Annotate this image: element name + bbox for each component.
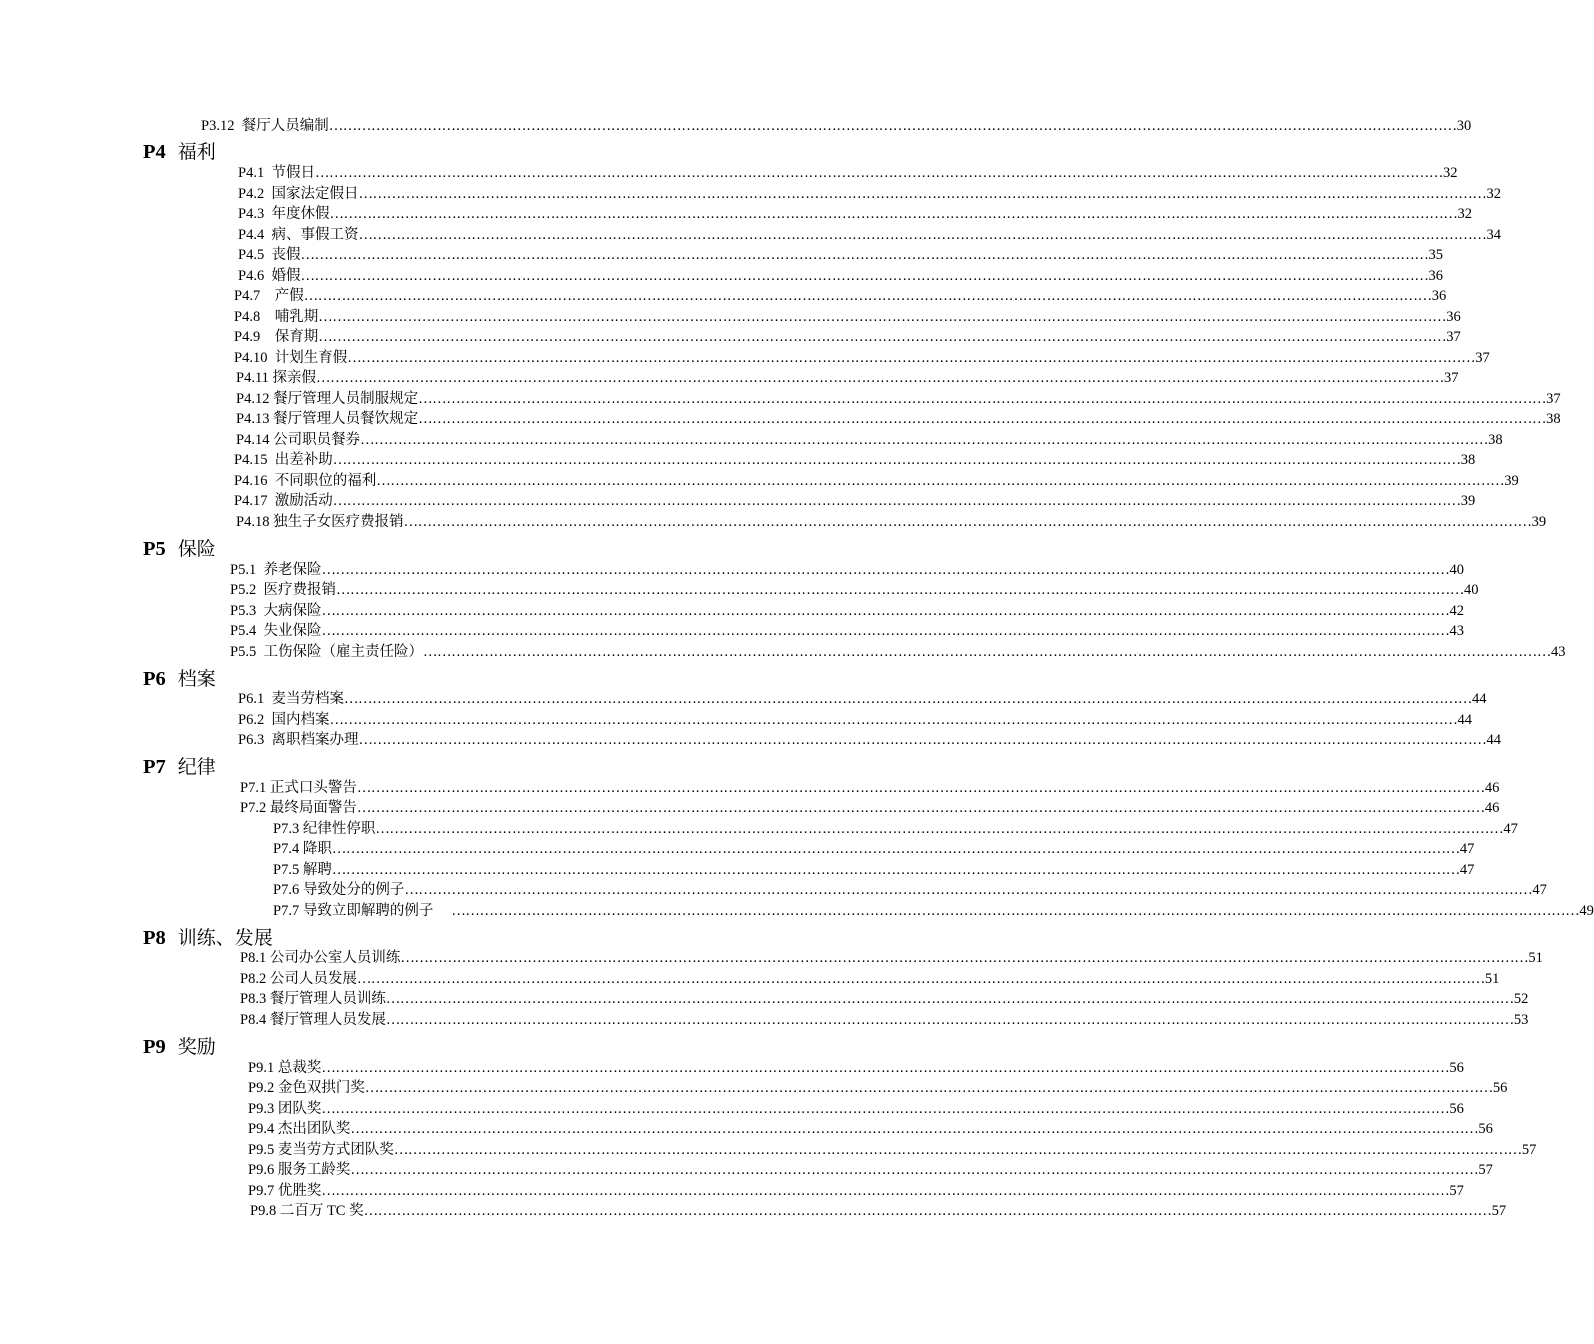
toc-entry[interactable] <box>248 1079 1508 1097</box>
dot-leader: …………………………………………………………………………………………………………………………………………………………………………………………………………………… <box>418 411 1547 427</box>
toc-entry-title: 保育期 <box>274 329 319 345</box>
toc-entry-code: P4.9 <box>234 329 261 345</box>
toc-entry[interactable] <box>234 451 1476 469</box>
dot-leader: …………………………………………………………………………………………………………………………………………………………………………………………………………………… <box>316 370 1445 386</box>
toc-entry[interactable] <box>273 861 1475 879</box>
toc-entry[interactable] <box>236 390 1561 408</box>
toc-entry-page: 38 <box>1488 432 1503 448</box>
dot-leader: …………………………………………………………………………………………………………………………………………………………………………………………………………………… <box>343 691 1472 707</box>
section-title: 纪律 <box>177 756 216 778</box>
dot-leader: …………………………………………………………………………………………………………………………………………………………………………………………………………………… <box>331 862 1460 878</box>
toc-entry-title: 导致立即解聘的例子 <box>302 903 434 919</box>
toc-entry-code: P8.1 <box>240 950 267 966</box>
dot-leader: …………………………………………………………………………………………………………………………………………………………………………………………………………………… <box>347 350 1476 366</box>
toc-entry-page: 44 <box>1457 712 1472 728</box>
toc-entry[interactable] <box>230 581 1479 599</box>
toc-entry-page: 34 <box>1486 227 1501 243</box>
toc-entry-page: 40 <box>1463 582 1479 598</box>
section-heading <box>143 666 216 692</box>
toc-entry-page: 57 <box>1449 1183 1464 1199</box>
toc-entry-page: 46 <box>1484 800 1500 816</box>
toc-entry-code: P3.12 <box>201 118 235 134</box>
toc-entry-title: 餐厅管理人员训练 <box>269 991 386 1007</box>
toc-entry-page: 30 <box>1456 118 1472 134</box>
toc-entry-code: P4.15 <box>234 452 268 468</box>
toc-entry-title: 出差补助 <box>274 452 333 468</box>
section-code: P4 <box>143 141 166 163</box>
toc-entry-page: 51 <box>1484 971 1500 987</box>
section-heading <box>143 754 216 780</box>
dot-leader: …………………………………………………………………………………………………………………………………………………………………………………………………………………… <box>328 118 1457 134</box>
toc-entry-code: P6.1 <box>238 691 265 707</box>
toc-entry-code: P4.4 <box>238 227 265 243</box>
toc-entry-title: 失业保险 <box>263 623 322 639</box>
toc-entry[interactable] <box>238 185 1501 203</box>
toc-entry[interactable] <box>248 1161 1493 1179</box>
toc-entry-title: 餐厅人员编制 <box>241 118 329 134</box>
dot-leader: …………………………………………………………………………………………………………………………………………………………………………………………………………………… <box>318 309 1447 325</box>
section-title: 福利 <box>177 141 216 163</box>
toc-entry[interactable] <box>230 622 1464 640</box>
toc-entry[interactable] <box>236 513 1547 531</box>
toc-entry-title: 服务工龄奖 <box>277 1162 351 1178</box>
toc-entry-title: 公司办公室人员训练 <box>269 950 401 966</box>
toc-entry-page: 35 <box>1428 247 1443 263</box>
dot-leader: …………………………………………………………………………………………………………………………………………………………………………………………………………………… <box>358 186 1487 202</box>
toc-entry[interactable] <box>236 410 1561 428</box>
dot-leader: …………………………………………………………………………………………………………………………………………………………………………………………………………………… <box>321 562 1450 578</box>
toc-entry[interactable] <box>234 472 1519 490</box>
toc-entry[interactable] <box>240 1011 1529 1029</box>
toc-entry-title: 计划生育假 <box>274 350 348 366</box>
toc-entry[interactable] <box>236 369 1459 387</box>
dot-leader: …………………………………………………………………………………………………………………………………………………………………………………………………………………… <box>403 514 1532 530</box>
toc-entry-code: P7.4 <box>273 841 300 857</box>
toc-entry-page: 40 <box>1449 562 1464 578</box>
dot-leader: …………………………………………………………………………………………………………………………………………………………………………………………………………………… <box>356 971 1485 987</box>
dot-leader: …………………………………………………………………………………………………………………………………………………………………………………………………………………… <box>358 732 1487 748</box>
toc-entry-code: P7.5 <box>273 862 300 878</box>
toc-entry-code: P4.6 <box>238 268 265 284</box>
toc-entry-page: 47 <box>1459 841 1475 857</box>
toc-entry-code: P7.6 <box>273 882 300 898</box>
toc-entry-code: P4.3 <box>238 206 265 222</box>
toc-entry[interactable] <box>238 205 1472 223</box>
toc-entry-title: 年度休假 <box>271 206 330 222</box>
toc-entry-title: 节假日 <box>271 165 315 181</box>
toc-entry-page: 32 <box>1486 186 1501 202</box>
toc-entry-page: 47 <box>1532 882 1547 898</box>
dot-leader: …………………………………………………………………………………………………………………………………………………………………………………………………………………… <box>329 206 1458 222</box>
dot-leader: …………………………………………………………………………………………………………………………………………………………………………………………………………………… <box>422 644 1551 660</box>
toc-entry[interactable] <box>240 990 1529 1008</box>
toc-entry-title: 丧假 <box>271 247 301 263</box>
toc-entry-title: 探亲假 <box>272 370 317 386</box>
section-code: P8 <box>143 927 166 949</box>
toc-entry-title: 哺乳期 <box>274 309 319 325</box>
toc-entry[interactable] <box>238 226 1501 244</box>
toc-entry-code: P4.12 <box>236 391 270 407</box>
toc-entry-page: 57 <box>1491 1203 1507 1219</box>
toc-entry-code: P9.8 <box>250 1203 277 1219</box>
toc-entry-title: 麦当劳档案 <box>271 691 344 707</box>
toc-entry-page: 37 <box>1546 391 1561 407</box>
dot-leader: …………………………………………………………………………………………………………………………………………………………………………………………………………………… <box>321 1060 1450 1076</box>
toc-entry-code: P8.4 <box>240 1012 267 1028</box>
section-heading <box>143 1034 216 1060</box>
toc-entry[interactable] <box>230 561 1464 579</box>
section-code: P7 <box>143 756 166 778</box>
dot-leader: …………………………………………………………………………………………………………………………………………………………………………………………………………………… <box>360 432 1489 448</box>
section-code: P5 <box>143 538 166 560</box>
toc-entry[interactable] <box>240 949 1543 967</box>
toc-entry-code: P5.2 <box>230 582 257 598</box>
toc-entry-title: 工伤保险（雇主责任险） <box>263 644 423 660</box>
toc-entry[interactable] <box>234 492 1476 510</box>
dot-leader: …………………………………………………………………………………………………………………………………………………………………………………………………………………… <box>393 1142 1522 1158</box>
toc-entry-title: 纪律性停职 <box>302 821 376 837</box>
toc-entry[interactable] <box>201 117 1472 135</box>
toc-entry-page: 32 <box>1457 206 1472 222</box>
toc-entry-title: 优胜奖 <box>277 1183 322 1199</box>
toc-entry[interactable] <box>248 1120 1493 1138</box>
toc-entry[interactable] <box>273 820 1518 838</box>
toc-entry-title: 大病保险 <box>263 603 322 619</box>
toc-entry-title: 最终局面警告 <box>269 800 357 816</box>
dot-leader: …………………………………………………………………………………………………………………………………………………………………………………………………………………… <box>385 991 1514 1007</box>
toc-entry-title: 降职 <box>302 841 332 857</box>
toc-entry[interactable] <box>248 1182 1464 1200</box>
toc-entry-title: 公司人员发展 <box>269 971 357 987</box>
toc-entry[interactable] <box>240 970 1500 988</box>
dot-leader: …………………………………………………………………………………………………………………………………………………………………………………………………………………… <box>321 1183 1450 1199</box>
toc-entry-title: 独生子女医疗费报销 <box>273 514 404 530</box>
dot-leader: …………………………………………………………………………………………………………………………………………………………………………………………………………………… <box>303 288 1432 304</box>
dot-leader: …………………………………………………………………………………………………………………………………………………………………………………………………………………… <box>300 268 1429 284</box>
dot-leader: …………………………………………………………………………………………………………………………………………………………………………………………………………………… <box>358 227 1487 243</box>
toc-entry-code: P5.4 <box>230 623 257 639</box>
dot-leader: …………………………………………………………………………………………………………………………………………………………………………………………………………………… <box>321 1101 1450 1117</box>
toc-entry[interactable] <box>273 881 1547 899</box>
section-title: 奖励 <box>177 1036 216 1058</box>
toc-entry[interactable] <box>238 731 1501 749</box>
toc-entry[interactable] <box>238 690 1487 708</box>
toc-entry-page: 51 <box>1528 950 1543 966</box>
toc-entry-code: P4.14 <box>236 432 270 448</box>
dot-leader: …………………………………………………………………………………………………………………………………………………………………………………………………………………… <box>350 1162 1479 1178</box>
dot-leader: …………………………………………………………………………………………………………………………………………………………………………………………………………………… <box>335 582 1464 598</box>
toc-entry[interactable] <box>273 902 1594 920</box>
toc-entry-title: 公司职员餐券 <box>273 432 361 448</box>
section-title: 训练、发展 <box>177 927 273 949</box>
dot-leader: …………………………………………………………………………………………………………………………………………………………………………………………………………………… <box>375 821 1504 837</box>
toc-entry-page: 56 <box>1449 1101 1464 1117</box>
toc-entry-code: P4.13 <box>236 411 270 427</box>
section-heading <box>143 536 216 562</box>
section-heading <box>143 139 216 165</box>
section-title: 保险 <box>177 538 216 560</box>
dot-leader: …………………………………………………………………………………………………………………………………………………………………………………………………………………… <box>451 903 1580 919</box>
toc-entry[interactable] <box>238 164 1458 182</box>
toc-entry-page: 36 <box>1431 288 1447 304</box>
toc-entry-page: 32 <box>1442 165 1458 181</box>
dot-leader: …………………………………………………………………………………………………………………………………………………………………………………………………………………… <box>364 1080 1493 1096</box>
dot-leader: …………………………………………………………………………………………………………………………………………………………………………………………………………………… <box>332 493 1461 509</box>
toc-entry-page: 42 <box>1449 603 1464 619</box>
toc-entry-page: 38 <box>1460 452 1476 468</box>
toc-entry[interactable] <box>236 431 1503 449</box>
toc-entry[interactable] <box>273 840 1475 858</box>
toc-entry[interactable] <box>248 1059 1464 1077</box>
toc-entry-code: P9.7 <box>248 1183 275 1199</box>
toc-entry-title: 产假 <box>274 288 304 304</box>
dot-leader: …………………………………………………………………………………………………………………………………………………………………………………………………………………… <box>321 623 1450 639</box>
toc-entry-code: P6.2 <box>238 712 265 728</box>
toc-entry[interactable] <box>234 287 1447 305</box>
section-heading <box>143 925 273 951</box>
toc-entry-title: 国家法定假日 <box>271 186 359 202</box>
toc-entry-code: P4.10 <box>234 350 268 366</box>
toc-entry[interactable] <box>240 799 1500 817</box>
toc-entry-code: P8.2 <box>240 971 267 987</box>
toc-entry-title: 婚假 <box>271 268 301 284</box>
toc-entry-code: P7.3 <box>273 821 300 837</box>
toc-entry-page: 56 <box>1478 1121 1493 1137</box>
section-title: 档案 <box>177 668 216 690</box>
toc-entry-title: 解聘 <box>302 862 332 878</box>
toc-entry-title: 导致处分的例子 <box>302 882 405 898</box>
toc-entry-code: P7.7 <box>273 903 300 919</box>
toc-entry-title: 总裁奖 <box>277 1060 322 1076</box>
dot-leader: …………………………………………………………………………………………………………………………………………………………………………………………………………………… <box>350 1121 1479 1137</box>
toc-entry[interactable] <box>240 779 1500 797</box>
toc-entry-code: P9.2 <box>248 1080 275 1096</box>
toc-entry-title: 离职档案办理 <box>271 732 359 748</box>
toc-entry-code: P4.1 <box>238 165 265 181</box>
toc-entry-page: 44 <box>1486 732 1501 748</box>
dot-leader: …………………………………………………………………………………………………………………………………………………………………………………………………………………… <box>332 452 1461 468</box>
toc-entry-code: P9.5 <box>248 1142 275 1158</box>
dot-leader: …………………………………………………………………………………………………………………………………………………………………………………………………………………… <box>363 1203 1492 1219</box>
toc-entry-code: P6.3 <box>238 732 265 748</box>
toc-entry-page: 38 <box>1546 411 1561 427</box>
dot-leader: …………………………………………………………………………………………………………………………………………………………………………………………………………………… <box>329 712 1458 728</box>
toc-entry-page: 56 <box>1449 1060 1464 1076</box>
dot-leader: …………………………………………………………………………………………………………………………………………………………………………………………………………………… <box>385 1012 1514 1028</box>
toc-entry-page: 37 <box>1446 329 1461 345</box>
toc-entry-page: 39 <box>1531 514 1547 530</box>
toc-entry-title: 餐厅管理人员餐饮规定 <box>273 411 419 427</box>
section-code: P9 <box>143 1036 166 1058</box>
toc-entry-code: P4.7 <box>234 288 261 304</box>
toc-entry-code: P4.17 <box>234 493 268 509</box>
toc-entry-title: 餐厅管理人员制服规定 <box>273 391 419 407</box>
dot-leader: …………………………………………………………………………………………………………………………………………………………………………………………………………………… <box>318 329 1447 345</box>
toc-entry-code: P5.5 <box>230 644 257 660</box>
toc-entry-page: 44 <box>1471 691 1487 707</box>
section-code: P6 <box>143 668 166 690</box>
dot-leader: …………………………………………………………………………………………………………………………………………………………………………………………………………………… <box>376 473 1505 489</box>
toc-entry-title: 麦当劳方式团队奖 <box>277 1142 394 1158</box>
toc-entry-code: P4.16 <box>234 473 268 489</box>
toc-entry-code: P7.2 <box>240 800 267 816</box>
dot-leader: …………………………………………………………………………………………………………………………………………………………………………………………………………………… <box>356 800 1485 816</box>
toc-entry-page: 37 <box>1444 370 1459 386</box>
toc-entry-title: 病、事假工资 <box>271 227 359 243</box>
toc-entry-code: P4.11 <box>236 370 269 386</box>
toc-entry-code: P5.1 <box>230 562 257 578</box>
toc-entry[interactable] <box>230 602 1464 620</box>
toc-entry-code: P7.1 <box>240 780 267 796</box>
toc-entry[interactable] <box>250 1202 1507 1220</box>
toc-entry-page: 47 <box>1459 862 1475 878</box>
toc-entry-code: P9.1 <box>248 1060 275 1076</box>
toc-entry-page: 43 <box>1449 623 1464 639</box>
toc-entry-page: 43 <box>1550 644 1566 660</box>
dot-leader: …………………………………………………………………………………………………………………………………………………………………………………………………………………… <box>404 882 1533 898</box>
toc-entry-title: 团队奖 <box>277 1101 322 1117</box>
toc-entry[interactable] <box>238 267 1443 285</box>
toc-entry-title: 国内档案 <box>271 712 330 728</box>
toc-entry-title: 正式口头警告 <box>269 780 357 796</box>
toc-entry-title: 二百万 TC 奖 <box>279 1203 364 1219</box>
toc-entry-page: 36 <box>1446 309 1461 325</box>
toc-entry-code: P9.4 <box>248 1121 275 1137</box>
toc-entry[interactable] <box>248 1100 1464 1118</box>
toc-entry-code: P5.3 <box>230 603 257 619</box>
toc-entry-page: 39 <box>1460 493 1476 509</box>
dot-leader: …………………………………………………………………………………………………………………………………………………………………………………………………………………… <box>400 950 1529 966</box>
toc-entry-code: P9.6 <box>248 1162 275 1178</box>
toc-entry-code: P4.18 <box>236 514 270 530</box>
toc-entry-title: 激励活动 <box>274 493 333 509</box>
dot-leader: …………………………………………………………………………………………………………………………………………………………………………………………………………………… <box>300 247 1429 263</box>
toc-entry[interactable] <box>248 1141 1537 1159</box>
toc-entry[interactable] <box>234 328 1461 346</box>
toc-entry-code: P4.2 <box>238 186 265 202</box>
toc-entry-code: P9.3 <box>248 1101 275 1117</box>
toc-entry-page: 53 <box>1513 1012 1529 1028</box>
toc-entry[interactable] <box>238 246 1443 264</box>
dot-leader: …………………………………………………………………………………………………………………………………………………………………………………………………………………… <box>321 603 1450 619</box>
toc-entry-page: 57 <box>1478 1162 1493 1178</box>
toc-entry-page: 47 <box>1503 821 1518 837</box>
toc-entry[interactable] <box>234 349 1490 367</box>
toc-entry-title: 杰出团队奖 <box>277 1121 351 1137</box>
dot-leader: …………………………………………………………………………………………………………………………………………………………………………………………………………………… <box>356 780 1485 796</box>
toc-entry-code: P8.3 <box>240 991 267 1007</box>
toc-entry-title: 医疗费报销 <box>263 582 336 598</box>
dot-leader: …………………………………………………………………………………………………………………………………………………………………………………………………………………… <box>418 391 1547 407</box>
toc-entry-page: 52 <box>1513 991 1529 1007</box>
toc-entry-page: 36 <box>1428 268 1443 284</box>
toc-entry[interactable] <box>238 711 1472 729</box>
toc-entry-title: 餐厅管理人员发展 <box>269 1012 386 1028</box>
toc-entry-page: 49 <box>1579 903 1594 919</box>
toc-entry-title: 金色双拱门奖 <box>277 1080 365 1096</box>
dot-leader: …………………………………………………………………………………………………………………………………………………………………………………………………………………… <box>314 165 1443 181</box>
toc-entry-page: 56 <box>1492 1080 1508 1096</box>
toc-entry-page: 46 <box>1484 780 1500 796</box>
toc-entry-code: P4.8 <box>234 309 261 325</box>
dot-leader: …………………………………………………………………………………………………………………………………………………………………………………………………………………… <box>331 841 1460 857</box>
toc-entry-page: 37 <box>1475 350 1490 366</box>
toc-entry-title: 不同职位的福利 <box>274 473 377 489</box>
toc-entry-title: 养老保险 <box>263 562 322 578</box>
toc-entry-page: 39 <box>1504 473 1519 489</box>
toc-entry-page: 57 <box>1521 1142 1537 1158</box>
toc-entry-code: P4.5 <box>238 247 265 263</box>
toc-entry[interactable] <box>230 643 1566 661</box>
toc-entry[interactable] <box>234 308 1461 326</box>
